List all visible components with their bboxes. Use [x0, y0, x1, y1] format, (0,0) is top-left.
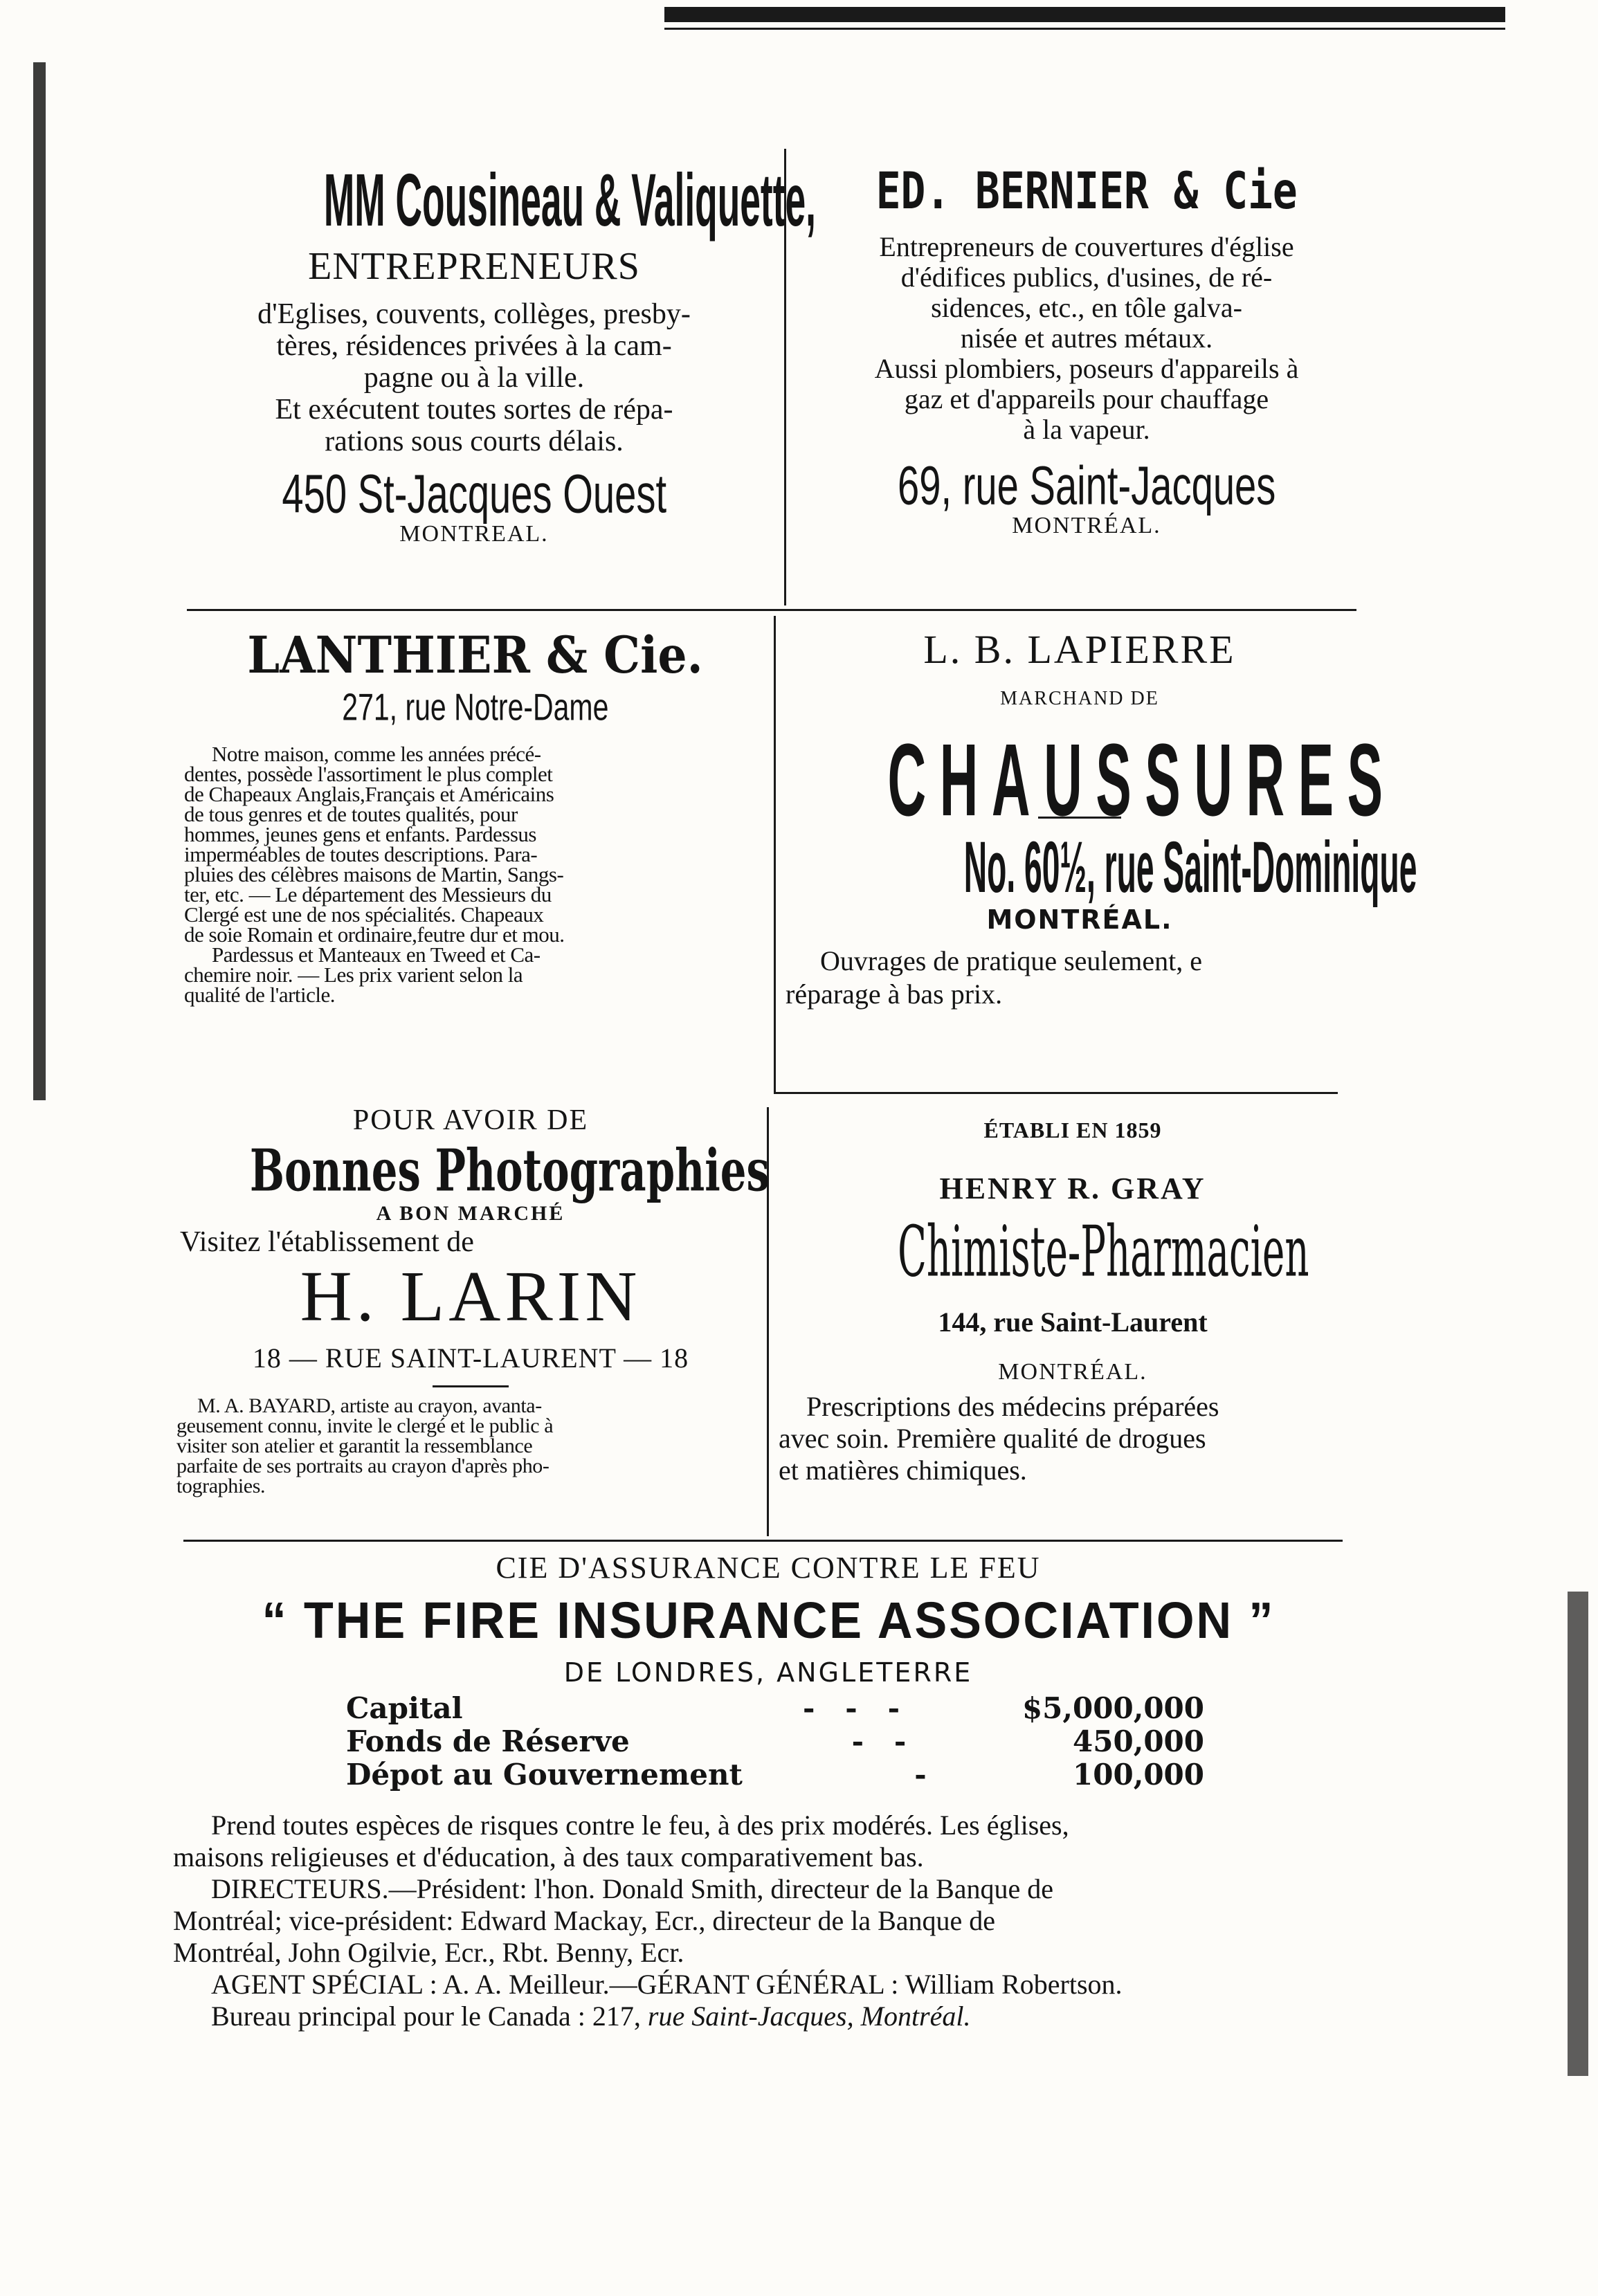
lanthier-line-4: de tous genres et de toutes qualités, pour: [184, 802, 518, 826]
larin-line-2: geusement connu, invite le clergé et le public à: [176, 1414, 554, 1437]
bernier-line-4: nisée et autres métaux.: [960, 322, 1213, 354]
gray-city: MONTRÉAL.: [998, 1359, 1147, 1385]
ad-lanthier: [181, 626, 770, 1005]
section-rule-1: [187, 609, 1356, 611]
bernier-name: ED. BERNIER & Cie: [875, 161, 1298, 221]
insurance-row: [346, 1758, 1204, 1792]
larin-address: 18 — RUE SAINT-LAURENT — 18: [252, 1342, 689, 1374]
larin-line-1: M. A. BAYARD, artiste au crayon, avanta-: [197, 1394, 542, 1417]
cousineau-city: MONTREAL.: [399, 521, 549, 547]
gray-name: HENRY R. GRAY: [939, 1172, 1206, 1205]
gray-line-1: Prescriptions des médecins préparées: [806, 1391, 1219, 1422]
lanthier-line-2: dentes, possède l'assortiment le plus complet: [184, 762, 553, 786]
bernier-line-6: gaz et d'appareils pour chauffage: [904, 383, 1269, 414]
larin-line-4: parfaite de ses portraits au crayon d'après pho-: [176, 1455, 550, 1477]
larin-line-3: visiter son atelier et garantit la ressemblance: [176, 1434, 533, 1457]
lanthier-line-7: pluies des célèbres maisons de Martin, Sangs-: [184, 862, 564, 886]
cousineau-desc-2: tères, résidences privées à la cam-: [276, 330, 672, 362]
insurance-para-2a: DIRECTEURS.—Président: l'hon. Donald Smith, directeur de la Banque de: [211, 1873, 1054, 1904]
larin-sub: A BON MARCHÉ: [376, 1202, 565, 1225]
insurance-row-label: Fonds de Réserve: [346, 1724, 630, 1758]
lanthier-line-9: Clergé est une de nos spécialités. Chapeaux: [184, 902, 544, 927]
lanthier-line-13: qualité de l'article.: [184, 983, 336, 1007]
larin-headline: Bonnes Photographies: [249, 1136, 770, 1205]
lapierre-line-1: Ouvrages de pratique seulement, e: [820, 945, 1203, 976]
insurance-para-1a: Prend toutes espèces de risques contre le feu, à des prix modérés. Les églises,: [211, 1810, 1069, 1841]
insurance-row-value: 450,000: [1073, 1724, 1204, 1758]
top-border-rule: [664, 7, 1505, 22]
insurance-figures: [346, 1692, 1204, 1792]
ad-lapierre: [779, 626, 1417, 1011]
ad-larin: [176, 1104, 770, 1497]
insurance-origin: DE LONDRES, ANGLETERRE: [563, 1657, 973, 1688]
lanthier-line-6: imperméables de toutes descriptions. Para-: [184, 842, 538, 866]
insurance-para-3: AGENT SPÉCIAL : A. A. Meilleur.—GÉRANT GÉNÉRAL : William Robertson.: [211, 1969, 1123, 2000]
bernier-city: MONTRÉAL.: [1012, 513, 1161, 538]
bernier-address: 69, rue Saint-Jacques: [897, 455, 1276, 516]
lanthier-address: 271, rue Notre-Dame: [342, 686, 609, 729]
bernier-line-1: Entrepreneurs de couvertures d'église: [879, 231, 1294, 262]
cousineau-profession: ENTREPRENEURS: [308, 245, 640, 288]
lanthier-name: LANTHIER & Cie.: [247, 624, 704, 686]
gray-established: ÉTABLI EN 1859: [983, 1118, 1162, 1142]
section-rule-3: [183, 1540, 1343, 1542]
section-rule-2: [774, 1092, 1338, 1094]
cousineau-desc-4: Et exécutent toutes sortes de répa-: [275, 394, 673, 426]
insurance-row-value: $5,000,000: [1022, 1691, 1204, 1725]
cousineau-address: 450 St-Jacques Ouest: [282, 464, 666, 525]
insurance-row-value: 100,000: [1073, 1758, 1204, 1792]
insurance-row: [346, 1725, 1204, 1758]
cousineau-name: MM Cousineau & Valiquette,: [323, 158, 816, 242]
lapierre-city: MONTRÉAL.: [986, 904, 1173, 935]
ad-insurance: [173, 1550, 1363, 2032]
lapierre-trade: MARCHAND DE: [1000, 688, 1159, 709]
insurance-intro: CIE D'ASSURANCE CONTRE LE FEU: [496, 1551, 1041, 1585]
insurance-row-dashes: - - -: [802, 1691, 900, 1725]
cousineau-desc-3: pagne ou à la ville.: [363, 362, 585, 394]
insurance-para-4: [173, 2001, 1350, 2032]
lanthier-line-10: de soie Romain et ordinaire,feutre dur et mou.: [184, 922, 565, 947]
ad-bernier: [789, 163, 1384, 539]
lanthier-line-5: hommes, jeunes gens et enfants. Pardessus: [184, 822, 536, 846]
lanthier-line-12: chemire noir. — Les prix varient selon la: [184, 963, 523, 987]
bernier-line-7: à la vapeur.: [1023, 414, 1150, 445]
gray-address: 144, rue Saint-Laurent: [938, 1306, 1208, 1338]
gray-line-2: avec soin. Première qualité de drogues: [779, 1423, 1206, 1454]
larin-visit: Visitez l'établissement de: [180, 1226, 474, 1258]
lapierre-product: CHAUSSURES: [887, 722, 1397, 838]
insurance-row-dashes: - -: [851, 1724, 907, 1758]
larin-name: H. LARIN: [300, 1257, 642, 1336]
larin-divider: [433, 1385, 509, 1387]
column-divider-mid: [774, 616, 776, 1093]
ad-gray: [772, 1118, 1374, 1486]
lapierre-name: L. B. LAPIERRE: [923, 627, 1236, 672]
lapierre-line-2: réparage à bas prix.: [786, 978, 1003, 1010]
insurance-row: [346, 1692, 1204, 1725]
bernier-line-2: d'édifices publics, d'usines, de ré-: [900, 262, 1273, 293]
gray-line-3: et matières chimiques.: [779, 1455, 1027, 1486]
lanthier-line-3: de Chapeaux Anglais,Français et Américains: [184, 782, 554, 806]
insurance-para-2c: Montréal, John Ogilvie, Ecr., Rbt. Benny, Ecr.: [173, 1937, 684, 1968]
insurance-para-4b: rue Saint-Jacques, Montréal.: [647, 2001, 971, 2032]
insurance-para-1b: maisons religieuses et d'éducation, à des taux comparativement bas.: [173, 1841, 924, 1873]
insurance-row-label: Capital: [346, 1691, 463, 1725]
lanthier-line-11: Pardessus et Manteaux en Tweed et Ca-: [212, 942, 541, 967]
cousineau-desc-5: rations sous courts délais.: [325, 426, 624, 457]
bernier-line-5: Aussi plombiers, poseurs d'appareils à: [874, 353, 1299, 384]
lanthier-line-8: ter, etc. — Le département des Messieurs du: [184, 882, 552, 906]
ad-cousineau: [173, 156, 816, 547]
insurance-name: “ THE FIRE INSURANCE ASSOCIATION ”: [262, 1592, 1275, 1649]
larin-intro: POUR AVOIR DE: [352, 1104, 589, 1136]
insurance-para-4a: Bureau principal pour le Canada : 217,: [211, 2001, 648, 2032]
lapierre-address: No. 60½, rue Saint-Dominique: [963, 826, 1417, 908]
right-scan-edge: [1568, 1592, 1588, 2076]
insurance-row-dashes: -: [914, 1758, 927, 1792]
gray-profession: Chimiste-Pharmacien: [898, 1210, 1309, 1293]
lanthier-line-1: Notre maison, comme les années précé-: [212, 742, 541, 766]
larin-line-5: tographies.: [176, 1475, 266, 1497]
bernier-line-3: sidences, etc., en tôle galva-: [931, 292, 1242, 323]
left-margin-bar: [33, 62, 46, 1100]
cousineau-desc-1: d'Eglises, couvents, collèges, presby-: [257, 298, 691, 330]
top-thin-rule: [664, 28, 1505, 30]
insurance-para-2b: Montréal; vice-président: Edward Mackay, Ecr., directeur de la Banque de: [173, 1905, 996, 1936]
insurance-row-label: Dépot au Gouvernement: [346, 1758, 743, 1792]
